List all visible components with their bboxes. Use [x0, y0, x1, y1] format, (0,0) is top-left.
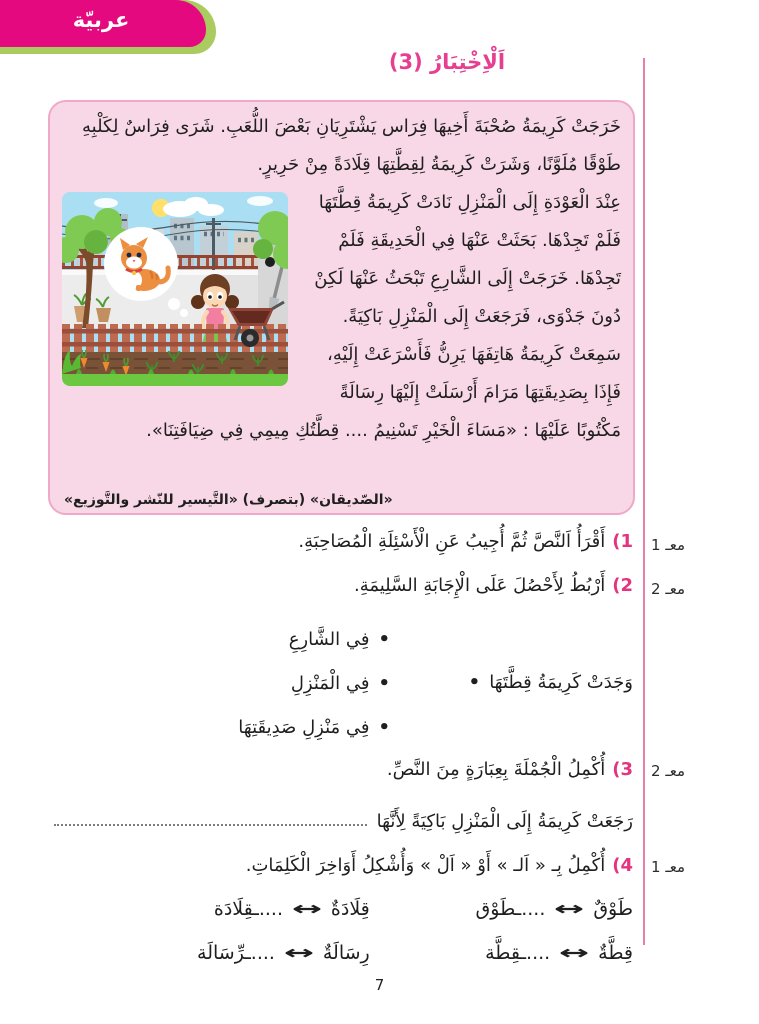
pair-3-word: قِطَّةٌ: [598, 942, 633, 964]
page-number: 7: [374, 976, 385, 994]
question-3-text: أُكْمِلُ الْجُمْلَةَ بِعِبَارَةٍ مِنَ النَّصِّ.: [386, 759, 606, 780]
word-pair-1: [370, 898, 633, 920]
story-attribution: «الصّديقان» (بتصرف) «التَّيسير للنّشر والتَّوزيع»: [64, 492, 393, 508]
margin-rule: [643, 58, 645, 945]
question-4: [48, 855, 633, 876]
margin-note-q1: معـ 1: [651, 536, 685, 554]
match-option-3-text: فِي مَنْزِلِ صَدِيقَتِهَا: [238, 717, 370, 738]
pair-1-word: طَوْقٌ: [593, 898, 633, 920]
match-stem-text: وَجَدَتْ كَرِيمَةُ قِطَّتَهَا: [489, 672, 633, 693]
question-3-number: (3: [612, 759, 633, 780]
option-bullet: •: [378, 629, 390, 650]
story-illustration: [62, 192, 288, 386]
pair-3-blank: ....ـقِطَّة: [485, 942, 551, 964]
match-option-2-text: فِي الْمَنْزِلِ: [290, 673, 370, 694]
story-box: [48, 100, 635, 515]
question-1-number: (1: [612, 531, 633, 552]
match-stem: [400, 672, 633, 693]
question-1-text: أَقْرَأُ اَلنَّصَّ ثُمَّ أُجِيبُ عَنِ الْأَسْئِلَةِ الْمُصَاحِبَةِ.: [298, 531, 606, 552]
question-3: [48, 759, 633, 780]
double-arrow-icon: ↔: [559, 942, 590, 964]
match-stem-bullet: •: [468, 672, 481, 693]
match-option-1-text: فِي الشَّارِعِ: [288, 629, 370, 650]
word-pair-2: [48, 898, 370, 920]
double-arrow-icon: ↔: [283, 942, 315, 964]
match-option-2: [160, 673, 390, 694]
story-paragraph-1: خَرَجَتْ كَرِيمَةُ صُحْبَةَ أَخِيهَا فِرَاس يَشْتَرِيَانِ بَعْضَ اللُّعَبِ. شَرَى فِرَاسٌ لِكَلْبِهِ طَوْقًا مُلَوَّنًا، وَشَرَتْ كَرِيمَةُ لِقِطَّتِهَا قِلَادَةً مِنْ حَرِيرٍ.: [82, 116, 621, 175]
question-4-number: (4: [612, 855, 633, 876]
pair-4-blank: ....ـرِّسَالَة: [197, 942, 275, 964]
word-pair-3: [370, 942, 633, 964]
question-2-number: (2: [612, 575, 633, 596]
question-4-text: أُكْمِلُ بِـ « اَلـ » أَوْ « اَلْ » وَأُشْكِلُ أَوَاخِرَ الْكَلِمَاتِ.: [245, 855, 606, 876]
match-option-1: [160, 629, 390, 650]
page-title: اَلْاِخْتِبَارُ (3): [388, 50, 506, 74]
option-bullet: •: [378, 717, 390, 738]
story-paragraph-2: عِنْدَ الْعَوْدَةِ إِلَى الْمَنْزِلِ نَادَتْ كَرِيمَةُ قِطَّتَهَا فَلَمْ تَجِدْهَا. بَحَثَتْ عَنْهَا فِي الْحَدِيقَةِ فَلَمْ تَجِدْهَا. خَرَجَتْ إِلَى الشَّارِعِ تَبْحَثُ عَنْهَا لَكِنْ دُونَ جَدْوَى، فَرَجَعَتْ إِلَى الْمَنْزِلِ بَاكِيَةً. سَمِعَتْ كَرِيمَةُ هَاتِفَهَا يَرِنُّ فَأَسْرَعَتْ إِلَيْهِ، فَإِذَا بِصَدِيقَتِهَا مَرَامَ أَرْسَلَتْ إِلَيْهَا رِسَالَةً مَكْتُوبًا عَلَيْهَا : «مَسَاءَ الْخَيْرِ تَسْنِيمُ .... قِطَّتُكِ مِيمِي فِي ضِيَافَتِنَا».: [146, 192, 621, 441]
garden-bed: [62, 350, 288, 376]
pair-1-blank: ....ـطَوْق: [475, 898, 546, 920]
sentence-start: رَجَعَتْ كَرِيمَةُ إِلَى الْمَنْزِلِ بَاكِيَةً لِأَنَّهَا: [376, 811, 633, 832]
question-2-text: أَرْبُطُ لِأَحْصُلَ عَلَى الْإِجَابَةِ السَّلِيمَةِ.: [353, 575, 606, 596]
match-option-3: [160, 717, 390, 738]
option-bullet: •: [378, 673, 390, 694]
fill-in-blank-line: [54, 804, 367, 826]
question-2: [48, 575, 633, 596]
question-3-sentence: [48, 804, 633, 832]
pair-2-blank: ....ـقِلَادَة: [213, 898, 283, 920]
word-pairs: [48, 898, 633, 964]
margin-note-q2: معـ 2: [651, 580, 685, 598]
margin-note-q4: معـ 1: [651, 858, 685, 876]
pair-4-word: رِسَالَةٌ: [322, 942, 370, 964]
word-pair-4: [48, 942, 370, 964]
margin-note-q3: معـ 2: [651, 762, 685, 780]
subject-tab-label: عربيّة: [72, 8, 130, 32]
question-1: [48, 531, 633, 552]
pair-2-word: قِلَادَةٌ: [330, 898, 370, 920]
double-arrow-icon: ↔: [554, 898, 585, 920]
double-arrow-icon: ↔: [291, 898, 323, 920]
